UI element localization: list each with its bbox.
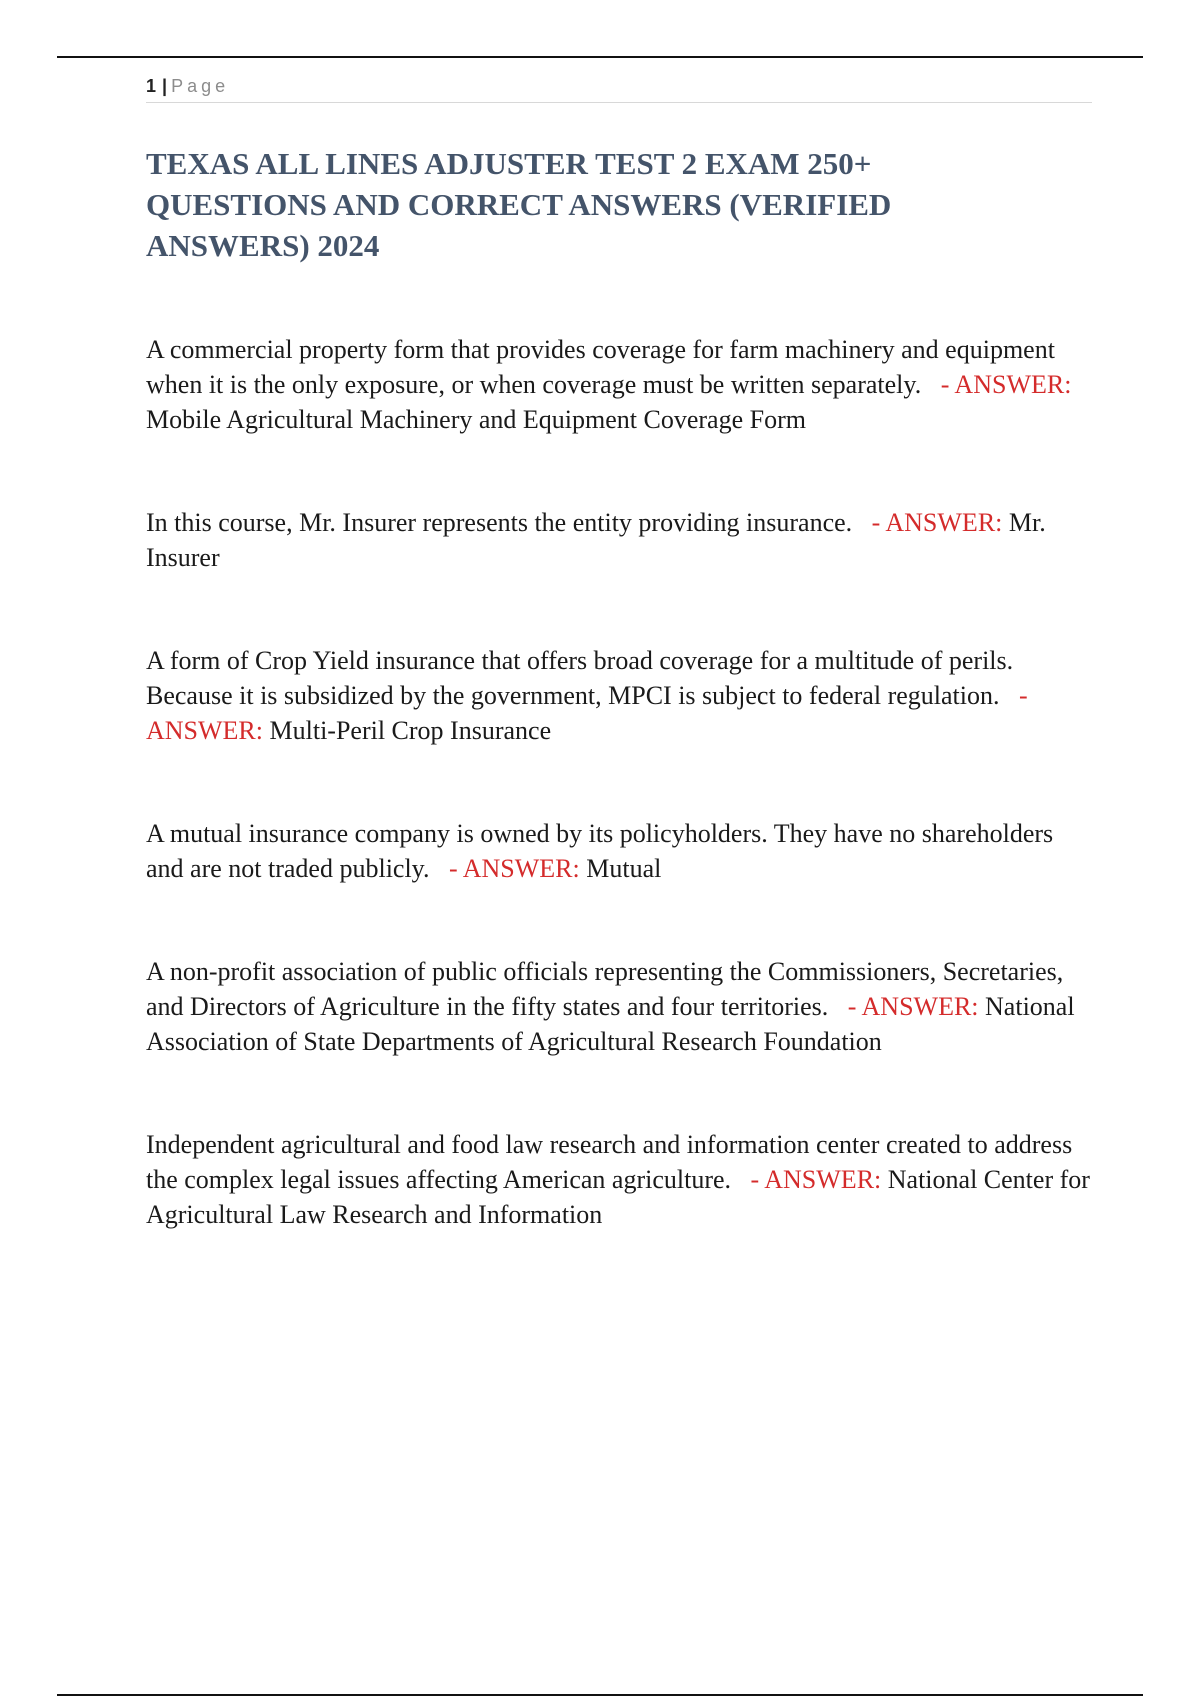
page-word: Page: [171, 76, 230, 96]
answer-label: - ANSWER:: [449, 854, 580, 883]
question-text: A mutual insurance company is owned by its policyholders. They have no shareholders and are not traded publicly.: [146, 819, 1054, 883]
document-title: TEXAS ALL LINES ADJUSTER TEST 2 EXAM 250+ QUESTIONS AND CORRECT ANSWERS (VERIFIED ANSWERS) 2024: [146, 146, 892, 263]
qa-item: [146, 505, 1096, 575]
qa-item: [146, 1127, 1096, 1232]
question-text: Independent agricultural and food law research and information center created to address the complex legal issues affecting American agriculture.: [146, 1130, 1073, 1194]
answer-label: - ANSWER:: [940, 370, 1072, 399]
bottom-rule: [57, 1694, 1143, 1696]
page-number: 1: [146, 76, 157, 96]
qa-item: [146, 332, 1096, 437]
answer-label: - ANSWER:: [847, 992, 979, 1021]
question-text: In this course, Mr. Insurer represents the entity providing insurance.: [146, 508, 853, 537]
question-text: A commercial property form that provides coverage for farm machinery and equipment when it is the only exposure, or when coverage must be written separately.: [146, 335, 1055, 399]
answer-text: National Center for Agricultural Law Research and Information: [146, 1165, 1090, 1229]
answer-text: National Association of State Departments of Agricultural Research Foundation: [146, 992, 1075, 1056]
question-text: A non-profit association of public officials representing the Commissioners, Secretaries, and Directors of Agriculture in the fifty states and four territories.: [146, 957, 1064, 1021]
top-rule: [57, 56, 1143, 58]
answer-text: Mobile Agricultural Machinery and Equipment Coverage Form: [146, 405, 806, 434]
answer-text: Multi-Peril Crop Insurance: [269, 716, 552, 745]
qa-list: [146, 332, 1096, 1300]
answer-label: - ANSWER:: [871, 508, 1003, 537]
answer-text: Mutual: [586, 854, 662, 883]
answer-label: - ANSWER:: [146, 681, 1028, 745]
answer-text: Mr. Insurer: [146, 508, 1046, 572]
page-separator: |: [162, 76, 168, 96]
qa-item: [146, 954, 1096, 1059]
qa-item: [146, 816, 1096, 886]
question-text: A form of Crop Yield insurance that offers broad coverage for a multitude of perils. Because it is subsidized by the government, MPCI is subject to federal regulation.: [146, 646, 1014, 710]
page-header: [146, 72, 1092, 103]
answer-label: - ANSWER:: [750, 1165, 882, 1194]
qa-item: [146, 643, 1096, 748]
